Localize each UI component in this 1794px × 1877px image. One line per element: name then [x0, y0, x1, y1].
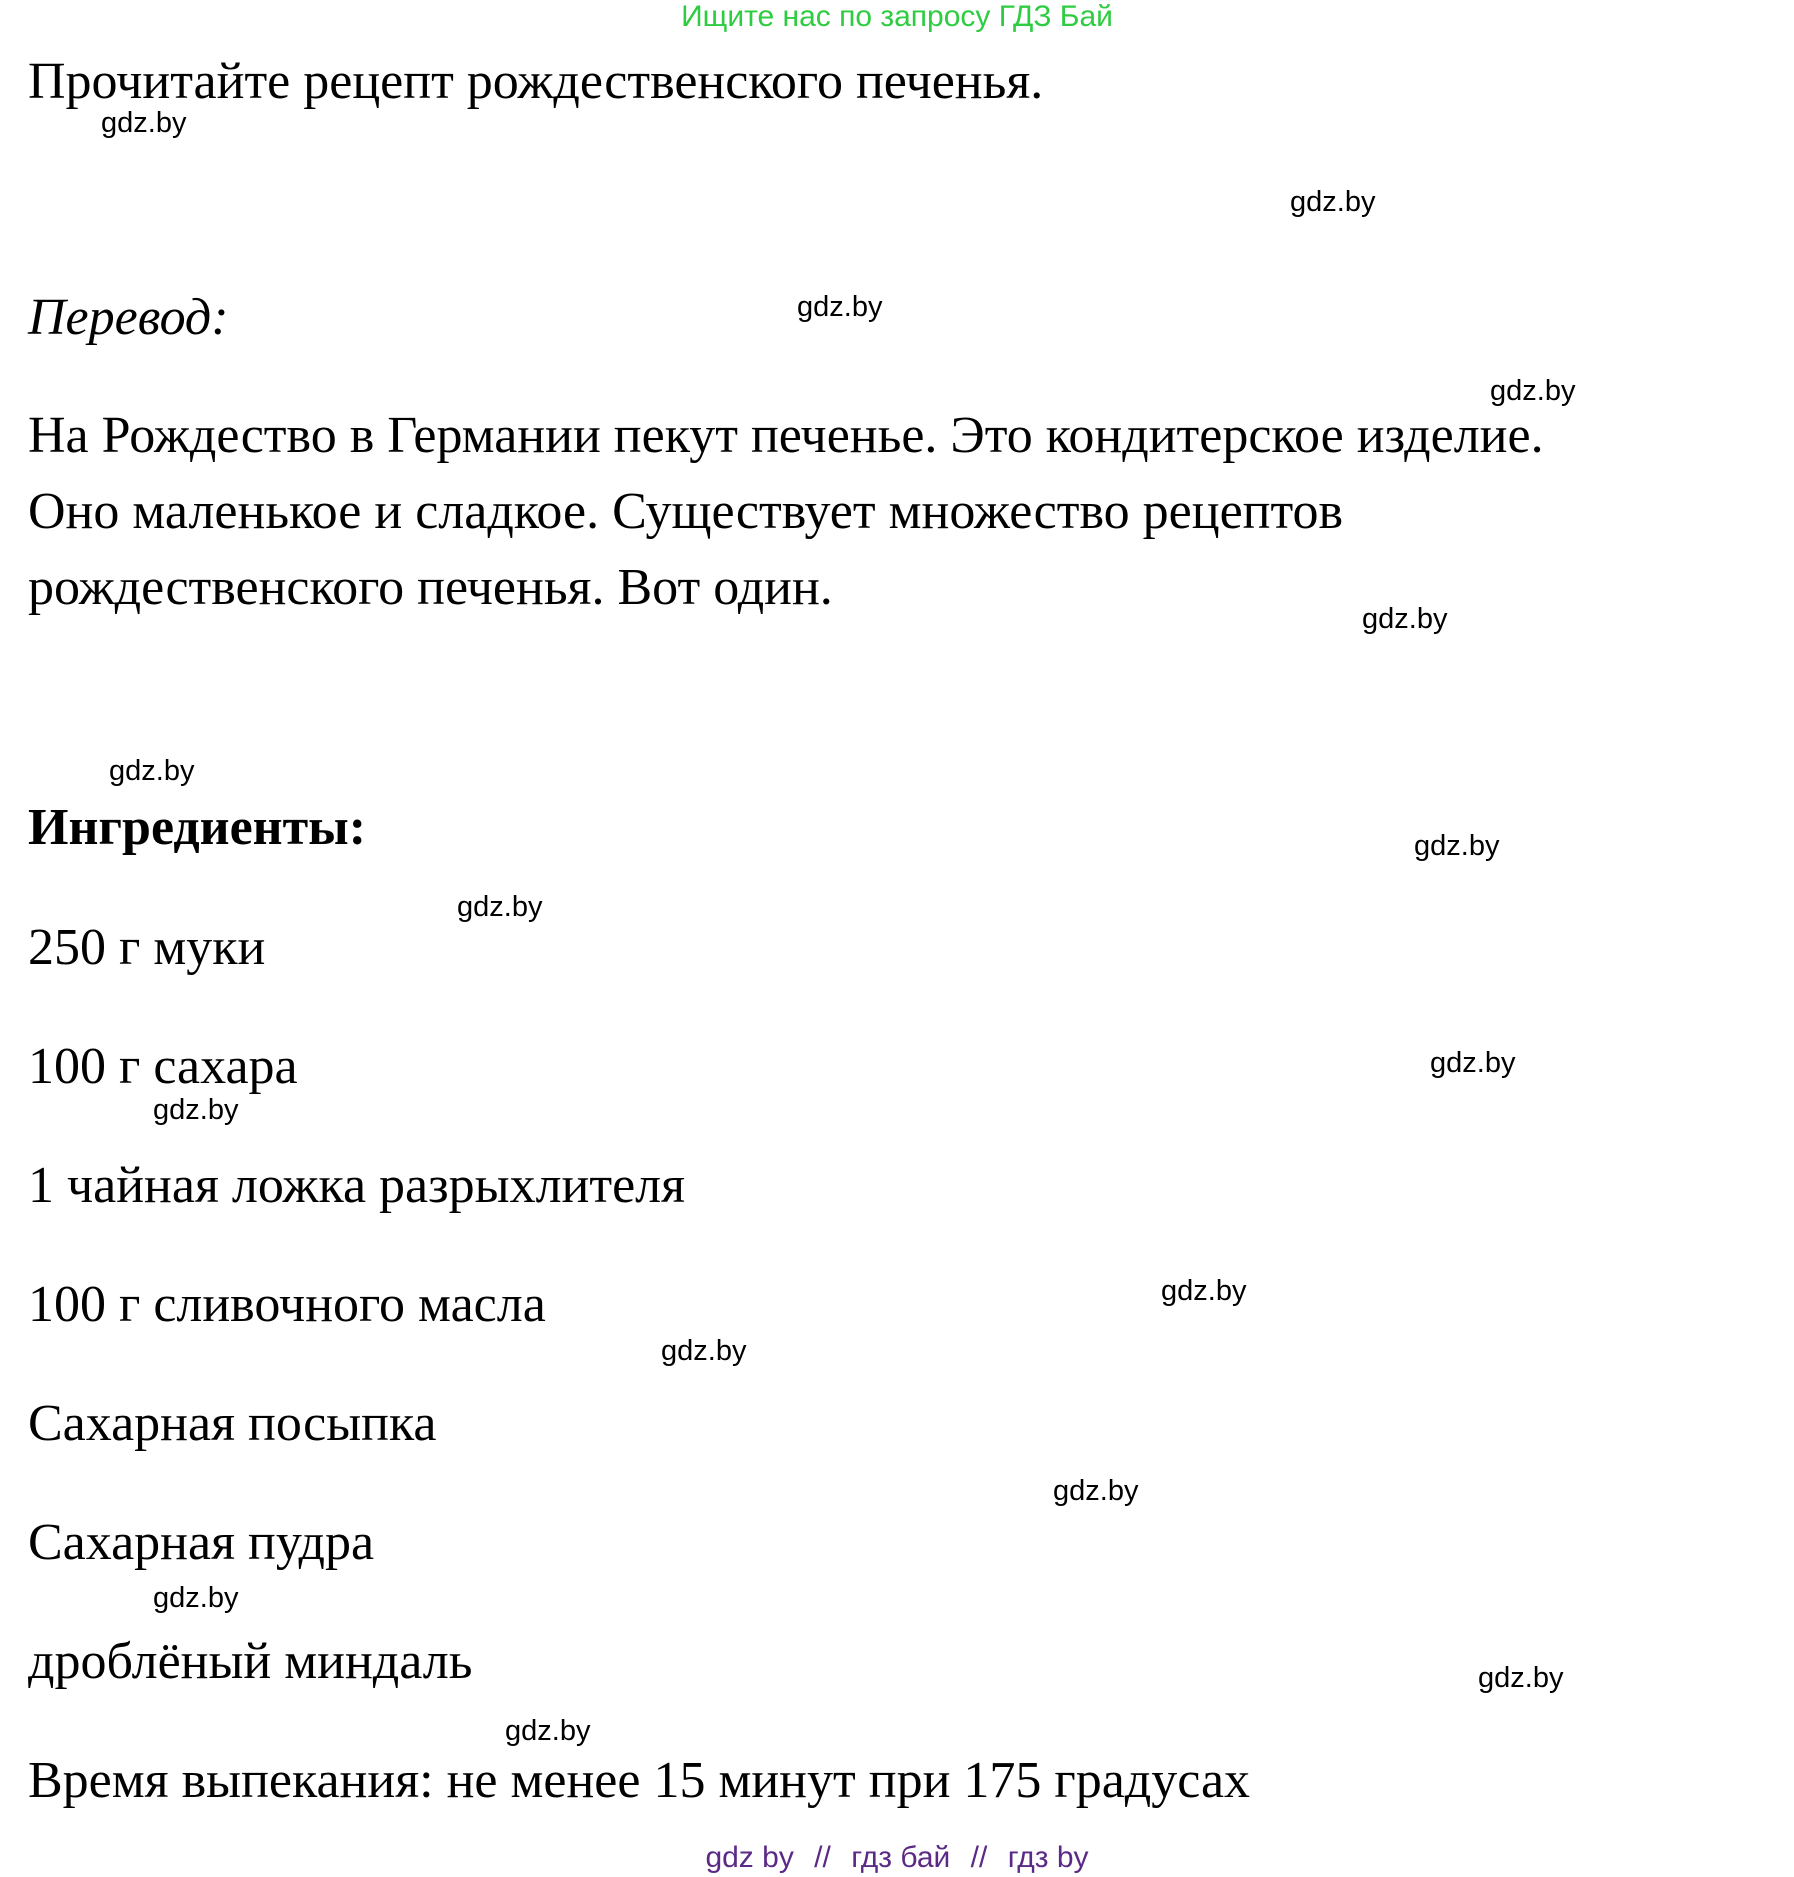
watermark: gdz.by [109, 755, 195, 787]
footer-separator: // [970, 1841, 988, 1874]
ingredient-item: 250 г муки [28, 919, 266, 976]
watermark: gdz.by [1362, 603, 1448, 635]
watermark: gdz.by [1490, 375, 1576, 407]
ingredient-item: 1 чайная ложка разрыхлителя [28, 1157, 686, 1214]
ingredient-item: 100 г сливочного масла [28, 1276, 546, 1333]
baking-time: Время выпекания: не менее 15 минут при 175 градусах [28, 1752, 1251, 1809]
translation-line: Оно маленькое и сладкое. Существует множество рецептов [28, 483, 1344, 540]
watermark: gdz.by [661, 1335, 747, 1367]
footer-link-gdz-by-cyr[interactable]: гдз by [1007, 1841, 1089, 1874]
translation-line: рождественского печенья. Вот один. [28, 559, 833, 616]
watermark: gdz.by [797, 291, 883, 323]
translation-paragraph [28, 398, 1788, 626]
footer [0, 1840, 1794, 1876]
ingredient-item: дроблёный миндаль [28, 1633, 473, 1690]
ingredients-heading: Ингредиенты: [28, 799, 367, 856]
watermark: gdz.by [1430, 1047, 1516, 1079]
watermark: gdz.by [153, 1582, 239, 1614]
translation-line: На Рождество в Германии пекут печенье. Это кондитерское изделие. [28, 407, 1544, 464]
watermark: gdz.by [1414, 830, 1500, 862]
watermark: gdz.by [153, 1094, 239, 1126]
ingredient-item: 100 г сахара [28, 1038, 298, 1095]
watermark: gdz.by [101, 107, 187, 139]
watermark: gdz.by [457, 891, 543, 923]
watermark: gdz.by [1161, 1275, 1247, 1307]
watermark: gdz.by [505, 1715, 591, 1747]
watermark: gdz.by [1290, 186, 1376, 218]
footer-link-gdz-bai[interactable]: гдз бай [851, 1841, 951, 1874]
ingredient-item: Сахарная пудра [28, 1514, 375, 1571]
task-instruction: Прочитайте рецепт рождественского печенья. [28, 53, 1044, 110]
watermark: gdz.by [1053, 1475, 1139, 1507]
top-banner: Ищите нас по запросу ГДЗ Бай [681, 0, 1113, 33]
footer-link-gdz-by[interactable]: gdz by [705, 1841, 794, 1874]
ingredient-item: Сахарная посыпка [28, 1395, 437, 1452]
footer-separator: // [814, 1841, 831, 1874]
translation-heading: Перевод: [28, 289, 229, 346]
watermark: gdz.by [1478, 1662, 1564, 1694]
